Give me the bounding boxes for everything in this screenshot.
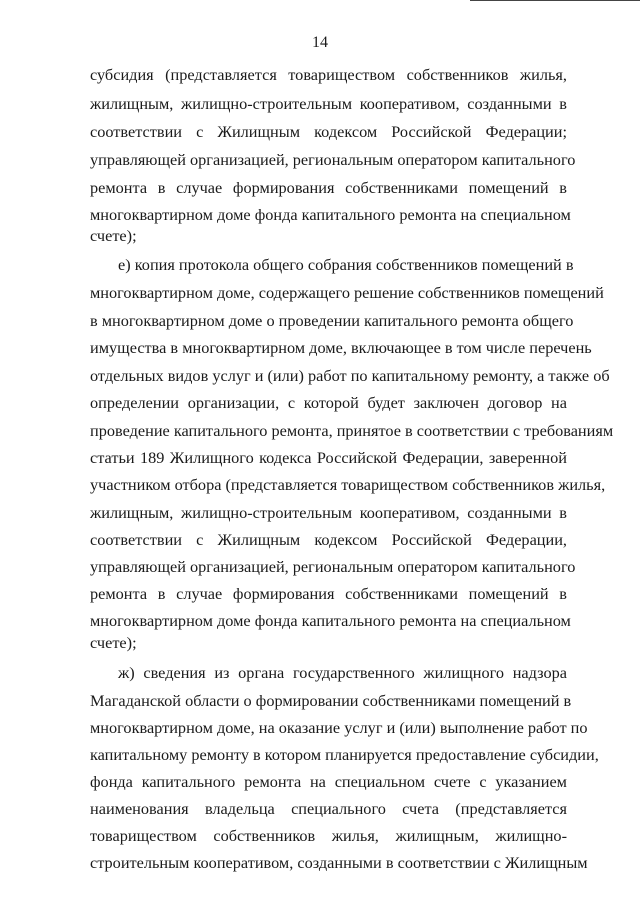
text-line: определении организации, с которой будет заключен договор на bbox=[90, 393, 567, 412]
text-line: многоквартирном доме, содержащего решение собственников помещений bbox=[90, 283, 604, 302]
text-line: наименования владельца специального счета (представляется bbox=[90, 799, 567, 818]
text-line: проведение капитального ремонта, принятое в соответствии с требованиям bbox=[90, 421, 614, 440]
scan-edge-line bbox=[470, 0, 640, 1]
text-line: соответствии с Жилищным кодексом Российской Федерации; bbox=[90, 122, 567, 141]
text-line: е) копия протокола общего собрания собственников помещений в bbox=[118, 255, 574, 274]
text-line: многоквартирном доме, на оказание услуг и (или) выполнение работ по bbox=[90, 718, 588, 737]
text-line: счете); bbox=[90, 226, 137, 245]
page-number: 14 bbox=[312, 34, 328, 51]
text-line: в многоквартирном доме о проведении капитального ремонта общего bbox=[90, 311, 574, 330]
text-line: статьи 189 Жилищного кодекса Российской Федерации, заверенной bbox=[90, 448, 567, 467]
text-line: соответствии с Жилищным кодексом Российской Федерации, bbox=[90, 530, 567, 549]
text-line: субсидия (представляется товариществом собственников жилья, bbox=[90, 65, 567, 84]
text-line: ж) сведения из органа государственного жилищного надзора bbox=[118, 663, 567, 682]
text-line: многоквартирном доме фонда капитального ремонта на специальном bbox=[90, 611, 571, 630]
text-line: ремонта в случае формирования собственниками помещений в bbox=[90, 178, 567, 197]
text-line: строительным кооперативом, созданными в соответствии с Жилищным bbox=[90, 853, 588, 872]
text-line: товариществом собственников жилья, жилищным, жилищно- bbox=[90, 826, 567, 845]
text-line: капитальному ремонту в котором планируется предоставление субсидии, bbox=[90, 745, 599, 764]
text-line: управляющей организацией, региональным оператором капитального bbox=[90, 150, 576, 169]
text-line: счете); bbox=[90, 633, 137, 652]
text-line: имущества в многоквартирном доме, включающее в том числе перечень bbox=[90, 338, 592, 357]
text-line: жилищным, жилищно-строительным кооперативом, созданными в bbox=[90, 94, 567, 113]
text-line: многоквартирном доме фонда капитального ремонта на специальном bbox=[90, 205, 571, 224]
text-line: ремонта в случае формирования собственниками помещений в bbox=[90, 584, 567, 603]
text-line: отдельных видов услуг и (или) работ по капитальному ремонту, а также об bbox=[90, 366, 610, 385]
text-line: участником отбора (представляется товариществом собственников жилья, bbox=[90, 475, 606, 494]
text-line: фонда капитального ремонта на специальном счете с указанием bbox=[90, 772, 567, 791]
text-line: Магаданской области о формировании собственниками помещений в bbox=[90, 691, 572, 710]
text-line: жилищным, жилищно-строительным кооперативом, созданными в bbox=[90, 503, 567, 522]
text-line: управляющей организацией, региональным оператором капитального bbox=[90, 557, 576, 576]
